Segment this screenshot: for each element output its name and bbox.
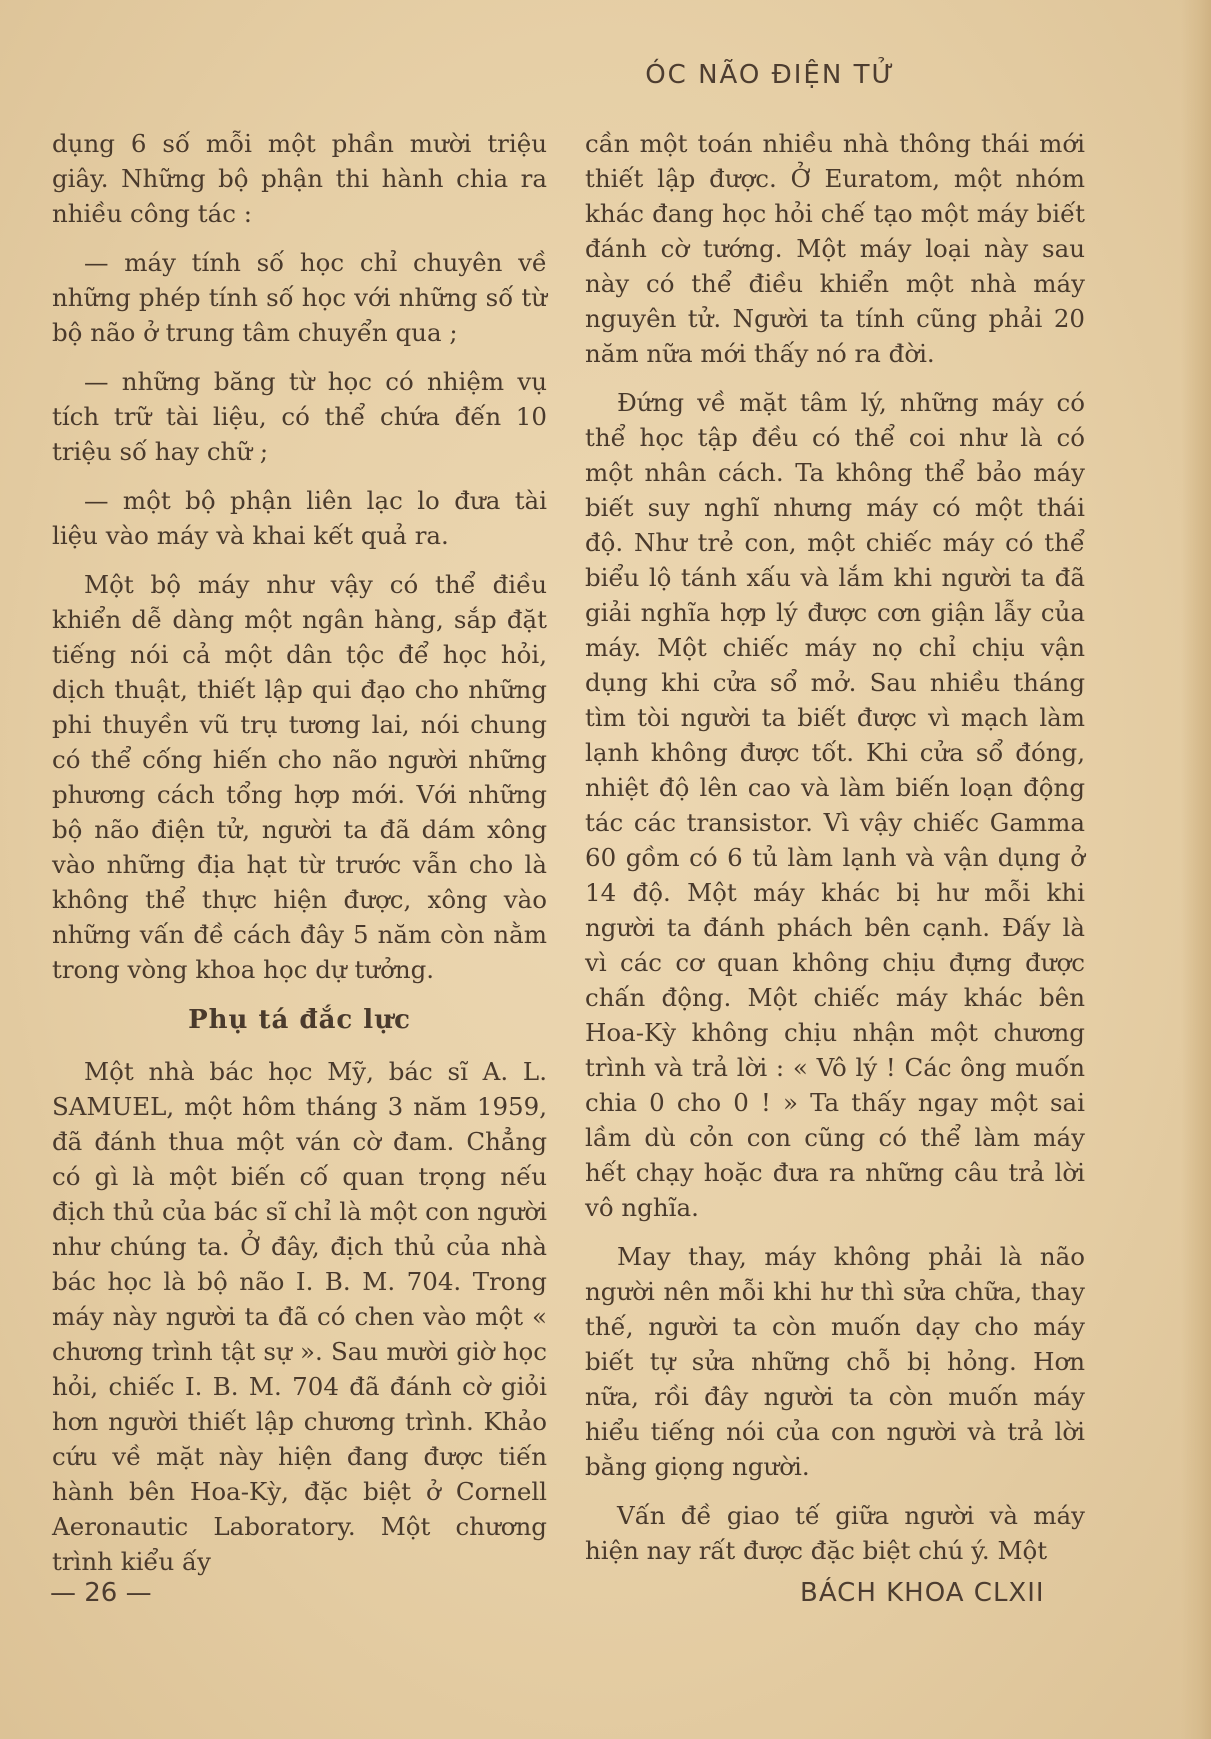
right-paragraph-1: cần một toán nhiều nhà thông thái mới thiết lập được. Ở Euratom, một nhóm khác đang học hỏi chế tạo một máy biết đánh cờ tướng. Một máy loại này sau này có thể điều khiển một nhà máy nguyên tử. Người ta tính cũng phải 20 năm nữa mới thấy nó ra đời. — [585, 129, 1085, 368]
left-paragraph-6: Một nhà bác học Mỹ, bác sĩ A. L. SAMUEL, một hôm tháng 3 năm 1959, đã đánh thua một ván cờ đam. Chẳng có gì là một biến cố quan trọng nếu địch thủ của bác sĩ chỉ là một con người như chúng ta. Ở đây, địch thủ của nhà bác học là bộ não I. B. M. 704. Trong máy này người ta đã có chen vào một « chương trình tật sự ». Sau mười giờ học hỏi, chiếc I. B. M. 704 đã đánh cờ giỏi hơn người thiết lập chương trình. Khảo cứu về mặt này hiện đang được tiến hành bên Hoa-Kỳ, đặc biệt ở Cornell Aeronautic Laboratory. Một chương trình kiểu ấy — [52, 1057, 547, 1576]
left-column — [52, 126, 547, 1593]
left-paragraph-2: — máy tính số học chỉ chuyên về những phép tính số học với những số từ bộ não ở trung tâm chuyển qua ; — [52, 248, 547, 347]
right-paragraph-4: Vấn đề giao tế giữa người và máy hiện nay rất được đặc biệt chú ý. Một — [585, 1501, 1085, 1565]
right-paragraph-2: Đứng về mặt tâm lý, những máy có thể học tập đều có thể coi như là có một nhân cách. Ta không thể bảo máy biết suy nghĩ nhưng máy có một thái độ. Như trẻ con, một chiếc máy có thể biểu lộ tánh xấu và lắm khi người ta đã giải nghĩa hợp lý được cơn giận lẫy của máy. Một chiếc máy nọ chỉ chịu vận dụng khi cửa sổ mở. Sau nhiều tháng tìm tòi người ta biết được vì mạch làm lạnh không được tốt. Khi cửa sổ đóng, nhiệt độ lên cao và làm biến loạn động tác các transistor. Vì vậy chiếc Gamma 60 gồm có 6 tủ làm lạnh và vận dụng ở 14 độ. Một máy khác bị hư mỗi khi người ta đánh phách bên cạnh. Đấy là vì các cơ quan không chịu đựng được chấn động. Một chiếc máy khác bên Hoa-Kỳ không chịu nhận một chương trình và trả lời : « Vô lý ! Các ông muốn chia 0 cho 0 ! » Ta thấy ngay một sai lầm dù cỏn con cũng có thể làm máy hết chạy hoặc đưa ra những câu trả lời vô nghĩa. — [585, 388, 1085, 1222]
section-heading: Phụ tá đắc lực — [188, 1005, 411, 1035]
left-paragraph-4: — một bộ phận liên lạc lo đưa tài liệu vào máy và khai kết quả ra. — [52, 486, 547, 550]
left-paragraph-1: dụng 6 số mỗi một phần mười triệu giây. Những bộ phận thi hành chia ra nhiều công tác : — [52, 129, 547, 228]
running-title: ÓC NÃO ĐIỆN TỬ — [645, 60, 896, 90]
issue-label: BÁCH KHOA CLXII — [800, 1578, 1045, 1608]
right-paragraph-3: May thay, máy không phải là não người nên mỗi khi hư thì sửa chữa, thay thế, người ta còn muốn dạy cho máy biết tự sửa những chỗ bị hỏng. Hơn nữa, rồi đây người ta còn muốn máy hiểu tiếng nói của con người và trả lời bằng giọng người. — [585, 1242, 1085, 1481]
left-paragraph-5: Một bộ máy như vậy có thể điều khiển dễ dàng một ngân hàng, sắp đặt tiếng nói cả một dân tộc để học hỏi, dịch thuật, thiết lập qui đạo cho những phi thuyền vũ trụ tương lai, nói chung có thể cống hiến cho não người những phương cách tổng hợp mới. Với những bộ não điện tử, người ta đã dám xông vào những địa hạt từ trước vẫn cho là không thể thực hiện được, xông vào những vấn đề cách đây 5 năm còn nằm trong vòng khoa học dự tưởng. — [52, 570, 547, 984]
paper-edge — [1181, 0, 1211, 1739]
page-number: — 26 — — [50, 1578, 152, 1608]
right-column — [585, 126, 1085, 1582]
left-paragraph-3: — những băng từ học có nhiệm vụ tích trữ tài liệu, có thể chứa đến 10 triệu số hay chữ ; — [52, 367, 547, 466]
